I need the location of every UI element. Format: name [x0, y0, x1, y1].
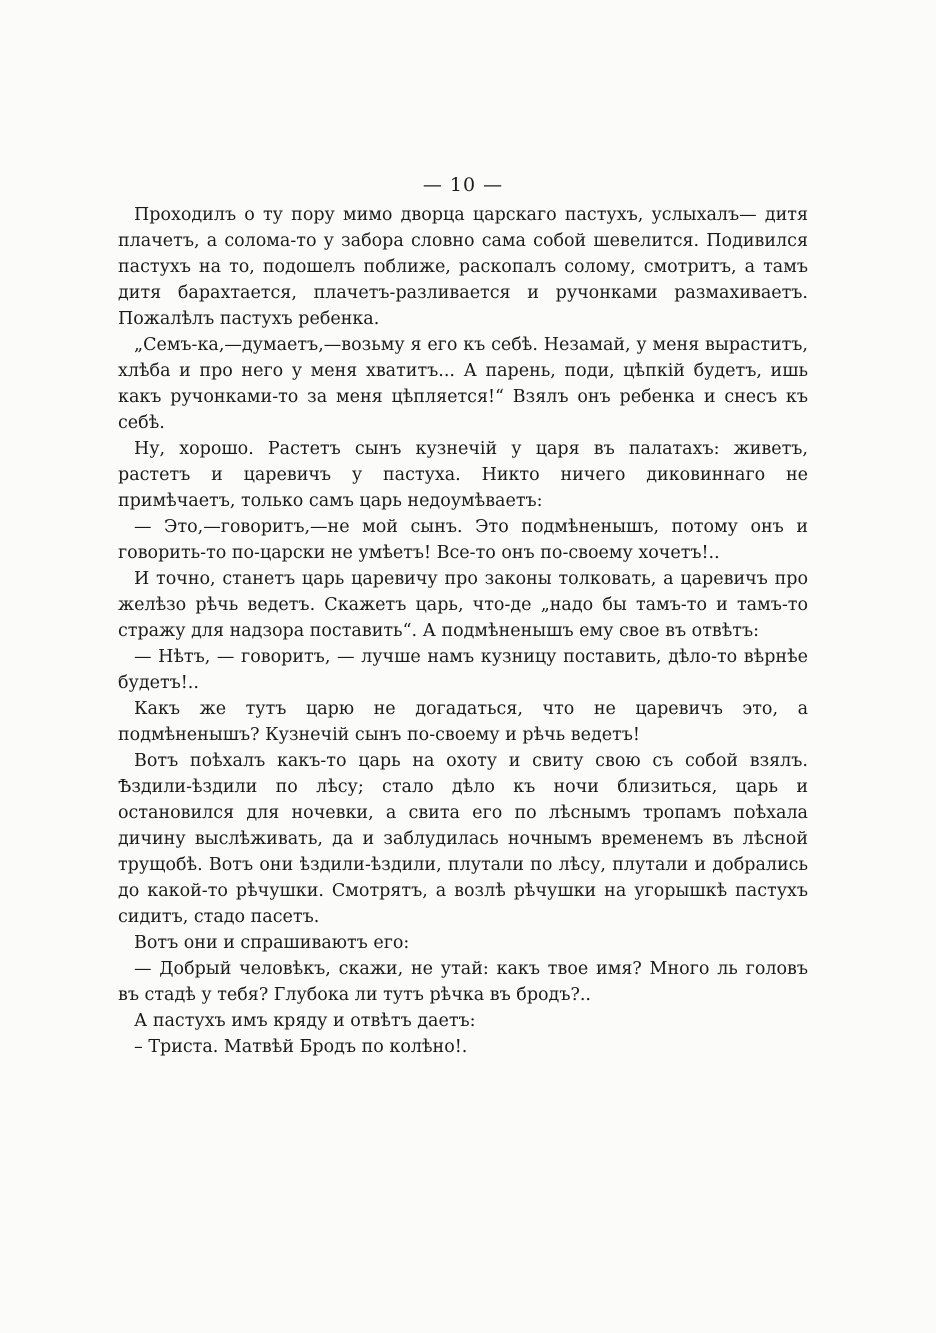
- paragraph: – Триста. Матвѣй Бродъ по колѣно!.: [134, 1037, 468, 1057]
- page-number: — 10 —: [422, 174, 504, 196]
- paragraph: — Нѣтъ, — говоритъ, — лучше намъ кузницу поставить, дѣло-то вѣрнѣе будетъ!..: [118, 647, 808, 693]
- paragraph: Какъ же тутъ царю не догадаться, что не царевичъ это, а подмѣненышъ? Кузнечій сынъ по-своему и рѣчь ведетъ!: [118, 699, 808, 745]
- paragraph: Ну, хорошо. Растетъ сынъ кузнечій у царя въ палатахъ: живетъ, растетъ и царевичъ у пастуха. Никто ничего диковиннаго не примѣчаетъ, только самъ царь недоумѣваетъ:: [118, 439, 808, 511]
- paragraph: И точно, станетъ царь царевичу про законы толковать, а царевичъ про желѣзо рѣчь ведетъ. Скажетъ царь, что-де „надо бы тамъ-то и тамъ-то стражу для надзора поставить“. А подмѣненышъ ему свое въ отвѣтъ:: [118, 569, 808, 641]
- paragraph: Вотъ они и спрашиваютъ его:: [134, 933, 410, 953]
- page-text: [118, 172, 808, 1060]
- paragraph: — Добрый человѣкъ, скажи, не утай: какъ твое имя? Много ль головъ въ стадѣ у тебя? Глубока ли тутъ рѣчка въ бродъ?..: [118, 959, 808, 1005]
- paragraph: — Это,—говоритъ,—не мой сынъ. Это подмѣненышъ, потому онъ и говорить-то по-царски не умѣетъ! Все-то онъ по-своему хочетъ!..: [118, 517, 808, 563]
- paragraph: „Семъ-ка,—думаетъ,—возьму я его къ себѣ. Незамай, у меня выраститъ, хлѣба и про него у меня хватитъ... А парень, поди, цѣпкій будетъ, ишь какъ ручонками-то за меня цѣпляется!“ Взялъ онъ ребенка и снесъ къ себѣ.: [118, 335, 808, 433]
- paragraph: Вотъ поѣхалъ какъ-то царь на охоту и свиту свою съ собой взялъ. Ѣздили-ѣздили по лѣсу; стало дѣло къ ночи близиться, царь и остановился для ночевки, а свита его по лѣснымъ тропамъ поѣхала дичину выслѣживать, да и заблудилась ночнымъ временемъ въ лѣсной трущобѣ. Вотъ они ѣздили-ѣздили, плутали по лѣсу, плутали и добрались до какой-то рѣчушки. Смотрятъ, а возлѣ рѣчушки на угорышкѣ пастухъ сидитъ, стадо пасетъ.: [118, 751, 808, 927]
- paragraph: Проходилъ о ту пору мимо дворца царскаго пастухъ, услыхалъ— дитя плачетъ, а солома-то у забора словно сама собой шевелится. Подивился пастухъ на то, подошелъ поближе, раскопалъ солому, смотритъ, а тамъ дитя барахтается, плачетъ-разливается и ручонками размахиваетъ. Пожалѣлъ пастухъ ребенка.: [118, 205, 808, 329]
- paragraph: А пастухъ имъ кряду и отвѣтъ даетъ:: [134, 1011, 476, 1031]
